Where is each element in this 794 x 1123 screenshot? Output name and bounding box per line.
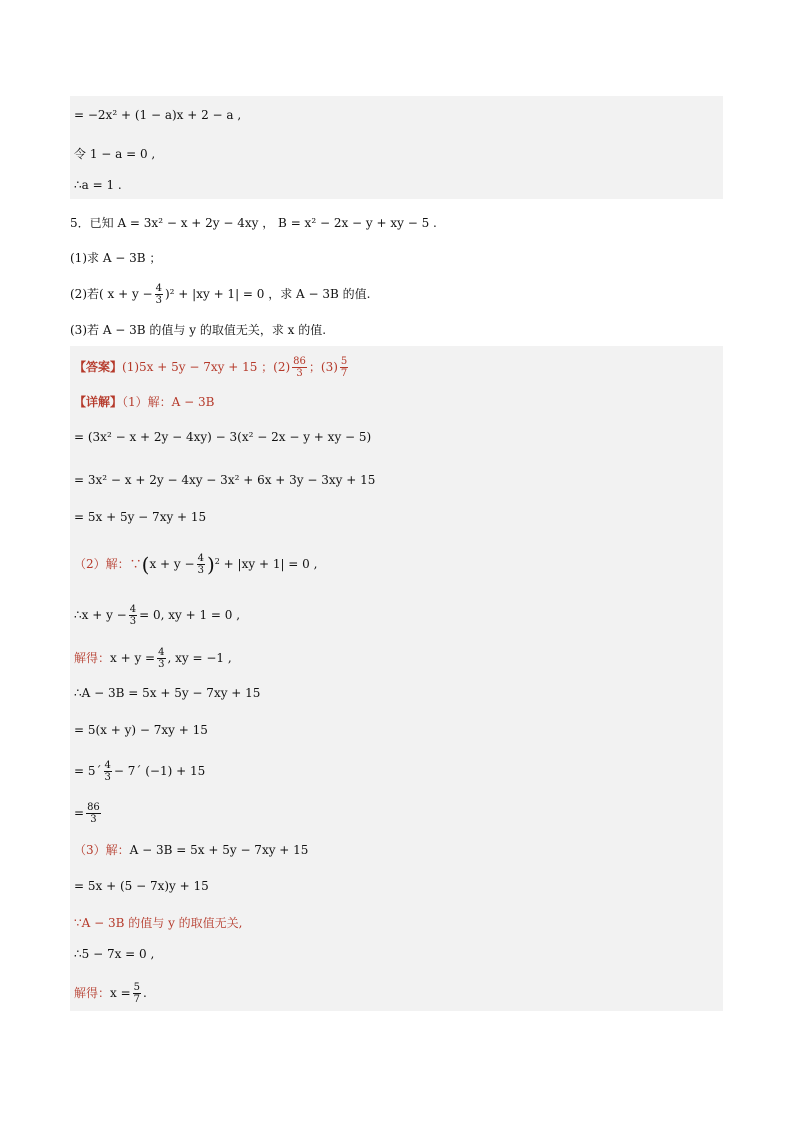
solution-line xyxy=(74,754,205,788)
problem-stem xyxy=(70,214,437,232)
fraction xyxy=(340,356,348,379)
part-1-head: （1）解：A − 3B xyxy=(122,395,215,409)
solution-line xyxy=(74,914,242,932)
expression: , xy = −1 , xyxy=(167,651,232,665)
fraction-numerator: 86 xyxy=(293,356,306,367)
paren-open: ( xyxy=(141,552,150,577)
solve-label: 解得： xyxy=(74,986,111,1000)
answer-separator: ；(3) xyxy=(308,360,338,374)
solution-line xyxy=(74,945,154,963)
question-2-prefix: (2)若( xyxy=(70,287,104,301)
expression: ∴x + y − xyxy=(74,608,127,622)
expression: 令 1 − a = 0 , xyxy=(74,147,156,161)
text-line xyxy=(74,176,122,194)
expression: x = xyxy=(110,986,131,1000)
fraction-denominator: 3 xyxy=(90,814,97,825)
answer-part-1: (1)5x + 5y − 7xy + 15 ；(2) xyxy=(122,360,291,374)
expression: ∴a = 1 . xyxy=(74,178,122,192)
expression: ∵A − 3B 的值与 y 的取值无关, xyxy=(74,916,243,930)
fraction-denominator: 3 xyxy=(155,295,162,306)
fraction-numerator: 86 xyxy=(87,802,100,813)
fraction-denominator: 3 xyxy=(104,772,111,783)
expression: = xyxy=(74,806,85,820)
solution-line xyxy=(74,684,260,702)
expression: A − 3B = 5x + 5y − 7xy + 15 xyxy=(129,843,309,857)
solution-line xyxy=(74,546,317,583)
question-1 xyxy=(70,249,161,267)
detail-line xyxy=(74,393,214,411)
solution-line xyxy=(74,508,206,526)
fraction xyxy=(157,647,165,670)
expression: = 0, xy + 1 = 0 , xyxy=(139,608,241,622)
fraction-denominator: 3 xyxy=(296,368,303,379)
part-3-head: （3）解： xyxy=(74,843,130,857)
fraction-denominator: 7 xyxy=(133,994,141,1005)
text-line xyxy=(74,145,155,163)
solution-line xyxy=(74,598,240,632)
expression: = (3x² − x + 2y − 4xy) − 3(x² − 2x − y + xy − 5) xyxy=(74,430,372,444)
text-line xyxy=(74,106,241,124)
expression: = 3x² − x + 2y − 4xy − 3x² + 6x + 3y − 3xy + 15 xyxy=(74,473,376,487)
question-1-text: (1)求 A − 3B ； xyxy=(70,251,162,265)
fraction xyxy=(155,283,163,306)
expression: x + y = xyxy=(110,651,156,665)
fraction-denominator: 7 xyxy=(340,368,348,379)
part-2-head: （2）解：∵ xyxy=(74,557,142,571)
paren-close: ) xyxy=(206,552,215,577)
fraction-numerator: 4 xyxy=(129,604,137,615)
question-3-text: (3)若 A − 3B 的值与 y 的取值无关，求 x 的值. xyxy=(70,323,327,337)
expression: ∴A − 3B = 5x + 5y − 7xy + 15 xyxy=(74,686,261,700)
fraction-denominator: 3 xyxy=(197,565,204,576)
solution-line xyxy=(74,877,209,895)
solution-line xyxy=(74,428,371,446)
question-2 xyxy=(70,278,371,310)
fraction-denominator: 3 xyxy=(158,659,165,670)
solution-line xyxy=(74,976,147,1010)
expression: = 5´ xyxy=(74,764,102,778)
question-2-expr-b: )² + |xy + 1| = 0 ，求 A − 3B 的值. xyxy=(164,287,371,301)
fraction xyxy=(133,982,141,1005)
expression: = 5(x + y) − 7xy + 15 xyxy=(74,723,208,737)
expression: = −2x² + (1 − a)x + 2 − a , xyxy=(74,108,242,122)
solution-line xyxy=(74,841,308,859)
solution-line xyxy=(74,641,232,675)
problem-stem-text: 5．已知 A = 3x² − x + 2y − 4xy ， B = x² − 2x − y + xy − 5 . xyxy=(70,216,437,230)
answer-tag: 【答案】 xyxy=(74,360,123,374)
answer-line xyxy=(74,350,350,384)
solution-line xyxy=(74,796,103,830)
question-3 xyxy=(70,321,326,339)
fraction xyxy=(292,356,307,379)
fraction xyxy=(86,802,101,825)
expression: ∴5 − 7x = 0 , xyxy=(74,947,155,961)
detail-tag: 【详解】 xyxy=(74,395,123,409)
fraction xyxy=(197,553,205,576)
fraction xyxy=(129,604,137,627)
expression: x + y − xyxy=(149,557,195,571)
expression: = 5x + (5 − 7x)y + 15 xyxy=(74,879,209,893)
solution-line xyxy=(74,471,375,489)
fraction-numerator: 5 xyxy=(340,356,348,367)
fraction-numerator: 5 xyxy=(133,982,141,993)
fraction-denominator: 3 xyxy=(129,616,137,627)
fraction-numerator: 4 xyxy=(155,283,162,294)
fraction-numerator: 4 xyxy=(197,553,204,564)
expression: = 5x + 5y − 7xy + 15 xyxy=(74,510,207,524)
question-2-expr-a: x + y − xyxy=(103,287,153,301)
fraction xyxy=(104,760,112,783)
fraction-numerator: 4 xyxy=(158,647,165,658)
fraction-numerator: 4 xyxy=(104,760,111,771)
solution-line xyxy=(74,721,208,739)
exponent: 2 xyxy=(214,557,220,566)
expression: . xyxy=(143,986,147,1000)
expression: − 7´ (−1) + 15 xyxy=(113,764,206,778)
expression: + |xy + 1| = 0 , xyxy=(223,557,318,571)
solve-label: 解得： xyxy=(74,651,111,665)
